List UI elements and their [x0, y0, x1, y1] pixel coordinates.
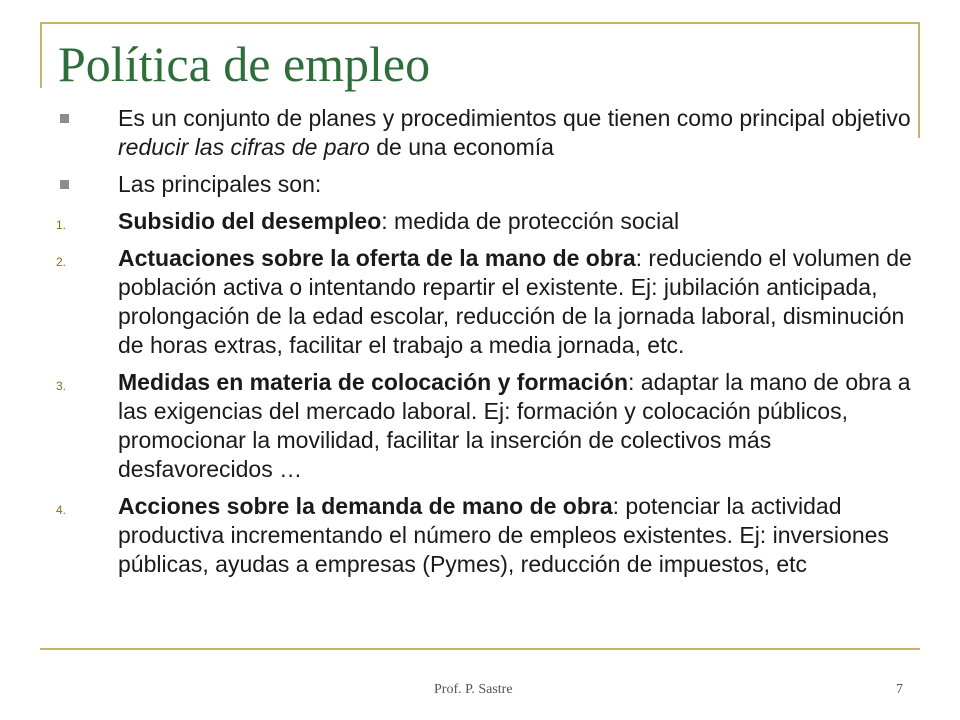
numbered-item-2 — [56, 244, 916, 360]
page-number: 7 — [896, 682, 903, 697]
item-body: : medida de protección social — [381, 208, 680, 234]
numbered-item-3 — [56, 368, 916, 484]
item-heading: Subsidio del desempleo — [118, 208, 382, 234]
list-number: 3. — [56, 379, 67, 393]
list-number: 4. — [56, 503, 67, 517]
item-body: : potenciar la actividad productiva incrementando el número de empleos existentes. Ej: inversiones públicas, ayudas a empresas (Pymes), reducción de impuestos, etc — [118, 493, 889, 577]
bullet-text: Es un conjunto de planes y procedimientos que tienen como principal objetivo — [118, 105, 911, 131]
item-body: : adaptar la mano de obra a las exigencias del mercado laboral. Ej: formación y colocación públicos, promocionar la movilidad, facilitar la inserción de colectivos más desfavorecidos … — [118, 369, 911, 482]
bullet-emphasis: reducir las cifras de paro — [118, 134, 370, 160]
square-bullet-icon — [60, 114, 69, 123]
item-heading: Actuaciones sobre la oferta de la mano de obra — [118, 245, 636, 271]
bullet-item-definition — [56, 104, 916, 162]
slide-title: Política de empleo — [58, 36, 431, 92]
item-body: : reduciendo el volumen de población activa o intentando repartir el existente. Ej: jubilación anticipada, prolongación de la edad escolar, reducción de la jornada laboral, disminución de horas extras, facilitar el trabajo a media jornada, etc. — [118, 245, 912, 358]
frame-left-line — [40, 22, 42, 88]
slide-content — [56, 104, 916, 587]
bullet-text: Las principales son: — [118, 171, 322, 197]
frame-bottom-line — [40, 648, 920, 650]
square-bullet-icon — [60, 180, 69, 189]
frame-right-line — [918, 22, 920, 138]
list-number: 2. — [56, 255, 67, 269]
numbered-item-1 — [56, 207, 916, 236]
item-heading: Medidas en materia de colocación y formación — [118, 369, 628, 395]
bullet-item-intro — [56, 170, 916, 199]
footer-author: Prof. P. Sastre — [434, 682, 513, 697]
frame-top-line — [40, 22, 920, 24]
bullet-text: de una economía — [369, 134, 554, 160]
numbered-item-4 — [56, 492, 916, 579]
item-heading: Acciones sobre la demanda de mano de obra — [118, 493, 613, 519]
list-number: 1. — [56, 218, 67, 232]
